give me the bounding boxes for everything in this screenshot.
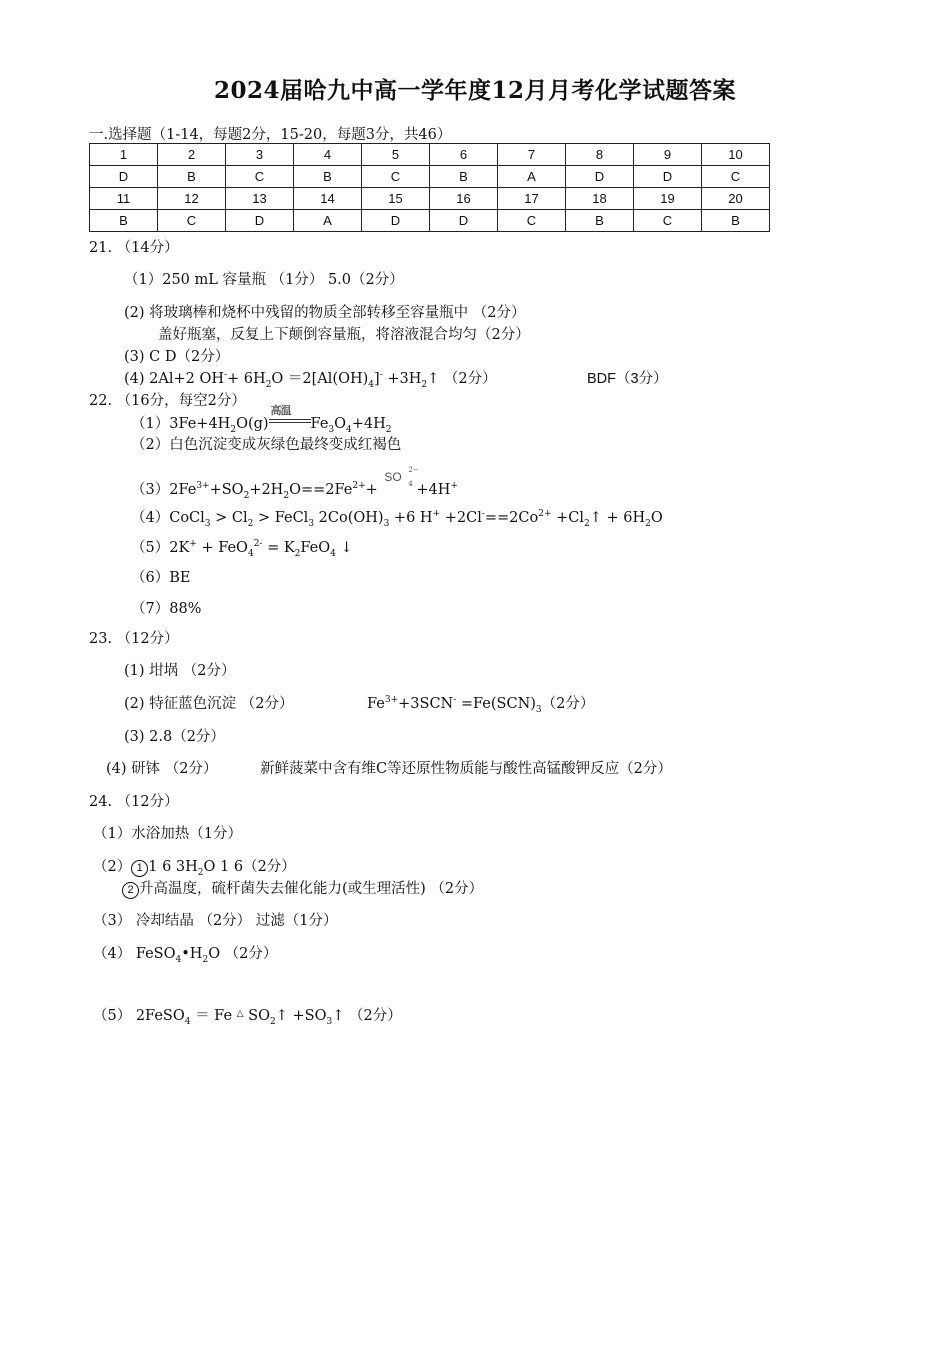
circled-number-2: 2 [122, 882, 139, 899]
table-cell: 12 [158, 188, 226, 210]
q22-line1: $(1)3Fe+4H_2O(g)$ 高温 $Fe_3O_4+4H_2$ [131, 404, 392, 435]
table-cell: 15 [362, 188, 430, 210]
table-row [90, 188, 770, 210]
q22-line2: （2）白色沉淀变成灰绿色最终变成红褐色 [131, 437, 402, 453]
table-cell: 7 [498, 144, 566, 166]
table-row [90, 166, 770, 188]
table-cell: 10 [702, 144, 770, 166]
table-cell: 19 [634, 188, 702, 210]
q21-line4-bdf: BDF（3分） [587, 371, 668, 387]
table-cell: 9 [634, 144, 702, 166]
table-cell: 11 [90, 188, 158, 210]
answer-table [89, 143, 770, 232]
table-cell: C [498, 210, 566, 232]
table-cell: B [430, 166, 498, 188]
table-row [90, 210, 770, 232]
q23-line1: (1) 坩埚 （2分） [124, 663, 236, 679]
table-cell: B [294, 166, 362, 188]
table-cell: 8 [566, 144, 634, 166]
q22-line4: （4）CoCl$_3$ > $Cl_2$ > FeCl$_3$ $2Co(OH)_3 +6$ $H^+ +2Cl^-==2Co^{2+}$ $+Cl_2↑ + 6H_2O$ [131, 509, 663, 529]
q24-line1: （1）水浴加热（1分） [93, 826, 242, 842]
q23-line2-equation: $Fe^{3+}+3SCN^- =Fe(SCN)_3(2$分） [367, 695, 595, 715]
q22-line6: （6）BE [131, 570, 191, 586]
q21-line3: (3) C D（2分） [124, 349, 230, 365]
table-cell: 17 [498, 188, 566, 210]
circled-number-1: 1 [131, 860, 148, 877]
table-cell: B [566, 210, 634, 232]
q21-line4: (4) 2Al+2 $OH^-+ 6H_2O =2[Al(OH)_4]^-$ $+3H_2↑$ （2分） [124, 370, 497, 390]
q21-heading: 21. （14分） [89, 240, 179, 256]
table-cell: A [498, 166, 566, 188]
table-cell: C [702, 166, 770, 188]
q22-line5: $(5)2K^+ + FeO_4^{2-} = K_2FeO_4$ ↓ [131, 539, 353, 559]
q23-line4a: (4) 研钵 （2分） [106, 761, 218, 777]
table-cell: 2 [158, 144, 226, 166]
table-cell: C [634, 210, 702, 232]
table-cell: C [226, 166, 294, 188]
q24-line3: （3） 冷却结晶 （2分） 过滤（1分） [93, 913, 338, 929]
table-cell: D [566, 166, 634, 188]
table-cell: D [90, 166, 158, 188]
q23-line4b: 新鲜菠菜中含有维C等还原性物质能与酸性高锰酸钾反应（2分） [260, 761, 672, 777]
table-cell: D [362, 210, 430, 232]
q23-line3: (3) 2.8（2分） [124, 729, 225, 745]
q22-line7: （7）88% [131, 601, 202, 617]
table-cell: 6 [430, 144, 498, 166]
table-cell: D [634, 166, 702, 188]
table-cell: C [158, 210, 226, 232]
table-cell: 14 [294, 188, 362, 210]
high-temp-condition: 高温 [269, 411, 311, 425]
q24-line2: （2） 1 1 6 $3H_2O$ 1 6（2分） [93, 859, 296, 878]
table-cell: 13 [226, 188, 294, 210]
table-cell: C [362, 166, 430, 188]
table-cell: B [158, 166, 226, 188]
table-cell: A [294, 210, 362, 232]
q21-line2a: (2) 将玻璃棒和烧杯中残留的物质全部转移至容量瓶中 （2分） [124, 305, 526, 321]
q24-line2b: 2 升高温度，硫杆菌失去催化能力(或生理活性) （2分） [122, 877, 483, 899]
q24-heading: 24. （12分） [89, 794, 179, 810]
page-title: 2024届哈九中高一学年度12月月考化学试题答案 [213, 77, 737, 104]
table-row [90, 144, 770, 166]
q22-heading: 22. （16分，每空2分） [89, 393, 246, 409]
table-cell: 4 [294, 144, 362, 166]
table-cell: 16 [430, 188, 498, 210]
q23-line2: (2) 特征蓝色沉淀 （2分） [124, 696, 294, 712]
table-cell: 18 [566, 188, 634, 210]
table-cell: 5 [362, 144, 430, 166]
table-cell: 20 [702, 188, 770, 210]
table-cell: D [430, 210, 498, 232]
q23-heading: 23. （12分） [89, 631, 179, 647]
table-cell: B [702, 210, 770, 232]
q21-line1: （1）250 mL 容量瓶 （1分） 5.0（2分） [124, 272, 404, 288]
table-cell: 3 [226, 144, 294, 166]
q24-line4: （4） $FeSO_4•H_2O$ （2分） [93, 946, 278, 965]
q24-line5: （5） 2FeSO$_4$ ＝ Fe △ $SO_2↑$ $+SO_3↑$ （2分） [93, 1008, 402, 1027]
q22-line3: $(3)2Fe^{3+}+SO_2+2H_2O==2Fe^{2+}+$ SO 2− 4 +4H+ [131, 466, 458, 501]
table-cell: 1 [90, 144, 158, 166]
table-cell: B [90, 210, 158, 232]
sulfate-ion-image: SO 2− 4 [384, 466, 419, 488]
section1-heading: 一.选择题（1-14，每题2分，15-20，每题3分，共46） [89, 127, 452, 143]
q21-line2b: 盖好瓶塞，反复上下颠倒容量瓶，将溶液混合均匀（2分） [158, 327, 530, 343]
heat-triangle-icon: △ [236, 1009, 244, 1019]
table-cell: D [226, 210, 294, 232]
